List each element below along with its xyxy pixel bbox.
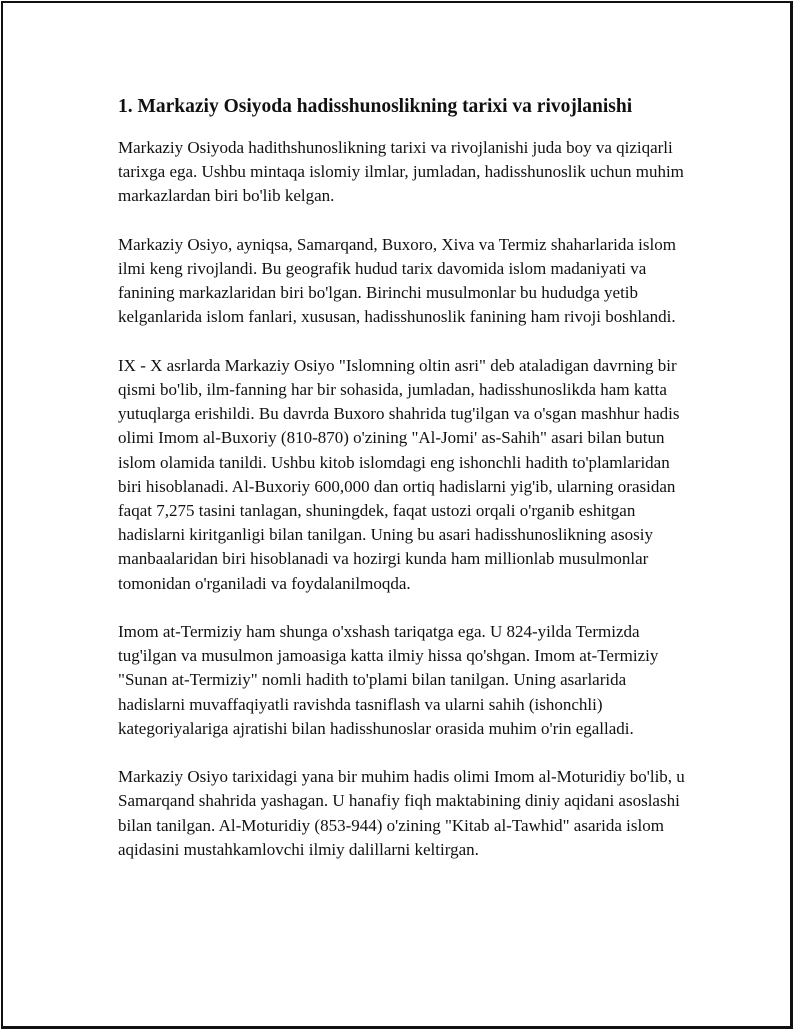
section-heading: 1. Markaziy Osiyoda hadisshunoslikning tarixi va rivojlanishi bbox=[118, 96, 633, 117]
paragraph-moturidi: Markaziy Osiyo tarixidagi yana bir muhim hadis olimi Imom al-Moturidiy bo'lib, u Samarqand shahrida yashagan. U hanafiy fiqh maktabining diniy aqidani asoslashi bilan tanilgan. Al-Moturidiy (853-944) o'zining "Kitab al-Tawhid" asarida islom aqidasini mustahkamlovchi ilmiy dalillarni keltirgan. bbox=[118, 767, 685, 859]
paragraph-termizi: Imom at-Termiziy ham shunga o'xshash tariqatga ega. U 824-yilda Termizda tug'ilgan va musulmon jamoasiga katta ilmiy hissa qo'shgan. Imom at-Termiziy "Sunan at-Termiziy" nomli hadith to'plami bilan tanilgan. Uning asarlarida hadislarni muvaffaqiyatli ravishda tasniflash va ularni sahih (ishonchli) kategoriyalariga ajratishi bilan hadisshunoslar orasida muhim o'rin egalladi. bbox=[118, 622, 659, 738]
document-body bbox=[118, 93, 693, 886]
paragraph-bukhari: IX - X asrlarda Markaziy Osiyo "Islomning oltin asri" deb ataladigan davrning bir qismi bo'lib, ilm-fanning har bir sohasida, jumladan, hadisshunoslikda ham katta yutuqlarga erishildi. Bu davrda Buxoro shahrida tug'ilgan va o'sgan mashhur hadis olimi Imom al-Buxoriy (810-870) o'zining "Al-Jomi' as-Sahih" asari bilan butun islom olamida tanildi. Ushbu kitob islomdagi eng ishonchli hadith to'plamlaridan biri hisoblanadi. Al-Buxoriy 600,000 dan ortiq hadislarni yig'ib, ularning orasidan faqat 7,275 tasini tanlagan, shuningdek, faqat ustozi orqali o'rganib eshitgan hadislarni kiritganligi bilan tanilgan. Uning bu asari hadisshunoslikning asosiy manbaalaridan biri hisoblanadi va hozirgi kunda ham millionlab musulmonlar tomonidan o'rganiladi va foydalanilmoqda. bbox=[118, 355, 680, 593]
paragraph-cities: Markaziy Osiyo, ayniqsa, Samarqand, Buxoro, Xiva va Termiz shaharlarida islom ilmi keng rivojlandi. Bu geografik hudud tarix davomida islom madaniyati va fanining markazlaridan biri bo'lgan. Birinchi musulmonlar bu hududga yetib kelganlarida islom fanlari, xususan, hadisshunoslik fanining ham rivoji boshlandi. bbox=[118, 234, 676, 327]
paragraph-intro: Markaziy Osiyoda hadithshunoslikning tarixi va rivojlanishi juda boy va qiziqarli tarixga ega. Ushbu mintaqa islomiy ilmlar, jumladan, hadisshunoslik uchun muhim markazlardan biri bo'lib kelgan. bbox=[118, 138, 684, 206]
